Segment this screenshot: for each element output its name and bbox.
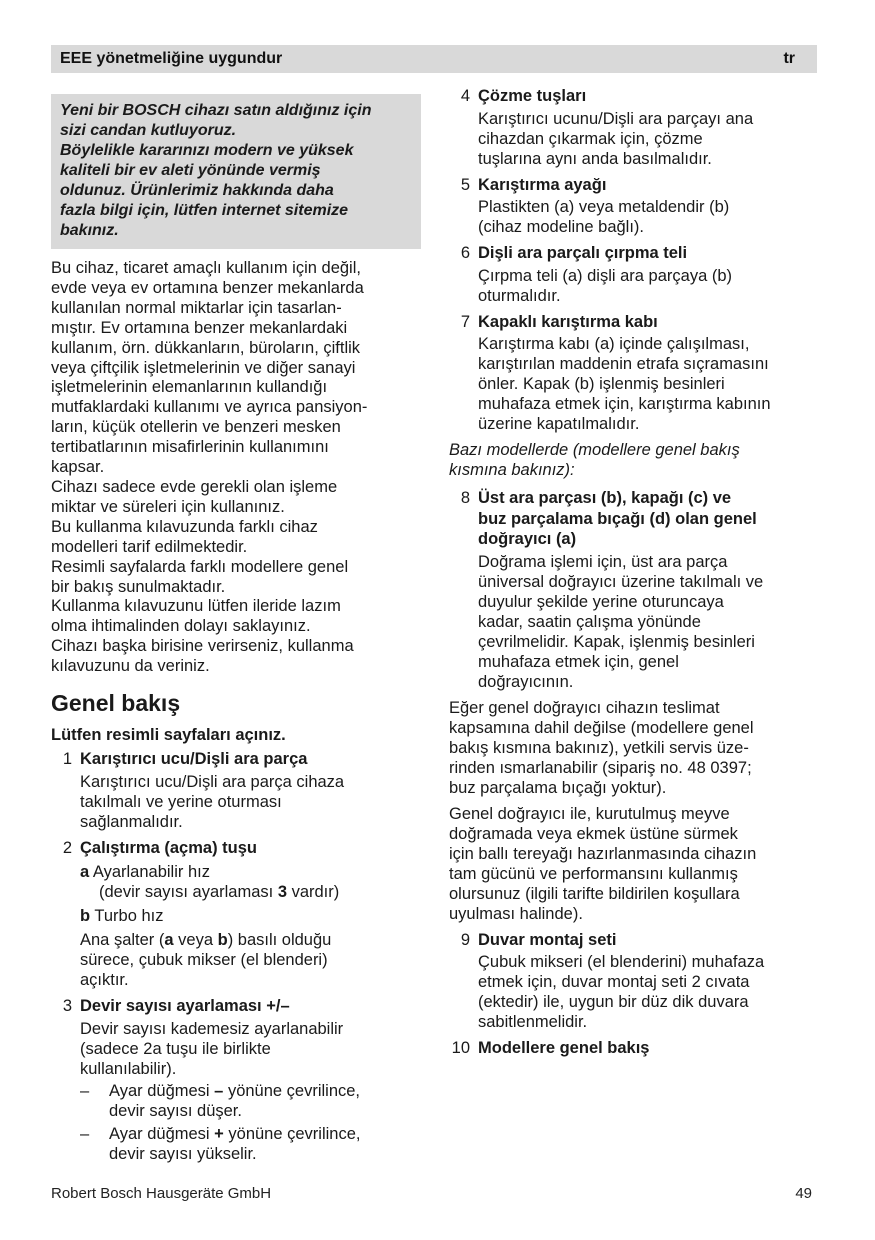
- body-line: modelleri tarif edilmektedir.: [51, 537, 248, 556]
- item-number: 9: [460, 930, 470, 949]
- item-desc-line: Karıştırıcı ucu/Dişli ara parça cihaza: [80, 772, 345, 791]
- option-a: [80, 862, 423, 882]
- body-line: evde veya ev ortamına benzer mekanlarda: [51, 278, 364, 297]
- item-desc-line: muhafaza etmek için, karıştırma kabının: [478, 395, 771, 413]
- footer-company: Robert Bosch Hausgeräte GmbH: [51, 1185, 272, 1202]
- list-item: [449, 86, 819, 169]
- item-desc-line: oturmalıdır.: [478, 286, 561, 305]
- list-item: [449, 312, 819, 435]
- body-line: miktar ve süreleri için kullanınız.: [51, 497, 285, 516]
- item-number: 7: [460, 312, 470, 331]
- right-column: [449, 86, 819, 1067]
- body-line: Cihazı başka birisine verirseniz, kullanma: [51, 637, 354, 656]
- text-bold: +: [214, 1124, 224, 1143]
- item-desc-line: doğrayıcının.: [478, 672, 574, 691]
- item-desc-line: Çırpma teli (a) dişli ara parçaya (b): [478, 266, 732, 285]
- item-desc-line: üzerine kapatılmalıdır.: [478, 415, 640, 433]
- body-line: Resimli sayfalarda farklı modellere genel: [51, 557, 349, 576]
- item-title: Çalıştırma (açma) tuşu: [80, 838, 257, 857]
- usage-paragraph: [51, 259, 423, 677]
- item-desc-line: üniversal doğrayıcı üzerine takılmalı ve: [478, 572, 764, 591]
- option-b: [80, 906, 423, 926]
- item-desc-line: kadar, saatin çalışma yönünde: [478, 612, 701, 631]
- body-line: işletmelerinin elemanlarının kullandığı: [51, 378, 328, 397]
- item-desc-line: cihazdan çıkarmak için, çözme: [478, 129, 703, 148]
- body-line: mutfaklardaki kullanımı ve ayrıca pansiyon-: [51, 398, 368, 417]
- item-number: 4: [460, 87, 470, 105]
- item-desc-line: kullanılabilir).: [80, 1059, 177, 1078]
- chopper-usage-paragraph: [449, 804, 819, 924]
- option-a-detail: [80, 882, 423, 902]
- para-line: uyulması halinde).: [449, 904, 583, 923]
- item-title: doğrayıcı (a): [478, 530, 577, 548]
- list-item: [449, 488, 819, 692]
- header-title: EEE yönetmeliğine uygundur: [60, 50, 283, 67]
- dash-bullet: –: [80, 1081, 90, 1100]
- chopper-availability-paragraph: [449, 698, 819, 798]
- intro-line: oldunuz. Ürünlerimiz hakkında daha: [60, 182, 334, 199]
- item-number: 10: [451, 1039, 470, 1057]
- item-desc-line: açıktır.: [80, 971, 129, 990]
- list-item: [51, 749, 423, 832]
- para-line: Genel doğrayıcı ile, kurutulmuş meyve: [449, 804, 730, 823]
- body-line: olma ihtimalinden dolayı saklayınız.: [51, 617, 311, 636]
- body-line: Cihazı sadece evde gerekli olan işleme: [51, 477, 338, 496]
- para-line: için ballı tereyağı hazırlanmasında cihazın: [449, 844, 757, 863]
- text-span: veya: [173, 931, 218, 950]
- intro-line: sizi candan kutluyoruz.: [60, 122, 237, 139]
- subheading: Lütfen resimli sayfaları açınız.: [51, 726, 286, 745]
- left-column: [51, 94, 423, 1173]
- para-line: kapsamına dahil değilse (modellere genel: [449, 718, 754, 737]
- para-line: doğramada veya ekmek üstüne sürmek: [449, 824, 738, 843]
- text-bold: a: [164, 931, 174, 950]
- text-bold: 3: [277, 883, 287, 902]
- text-span: ) basılı olduğu: [227, 931, 332, 950]
- item-desc-line: duyulur şekilde yerine oturuncaya: [478, 592, 724, 611]
- text-span: devir sayısı düşer.: [109, 1101, 242, 1120]
- item-title: buz parçalama bıçağı (d) olan genel: [478, 509, 757, 528]
- item-number: 6: [460, 244, 470, 262]
- item-desc-line: çevrilmelidir. Kapak, işlenmiş besinleri: [478, 632, 755, 651]
- item-number: 3: [62, 997, 72, 1016]
- item-desc-line: sürece, çubuk mikser (el blenderi): [80, 951, 328, 970]
- text-span: devir sayısı yükselir.: [109, 1144, 257, 1163]
- body-line: kullanım, örn. dükkanların, büroların, çiftlik: [51, 338, 361, 357]
- item-desc-line: karıştırılan maddenin etrafa sıçramasını: [478, 355, 769, 373]
- item-desc-line: Plastikten (a) veya metaldendir (b): [478, 198, 730, 216]
- body-line: mıştır. Ev ortamına benzer mekanlardaki: [51, 318, 348, 337]
- body-line: ların, küçük otellerin ve benzeri mesken: [51, 418, 341, 437]
- item-desc-line: Karıştırıcı ucunu/Dişli ara parçayı ana: [478, 109, 754, 128]
- item-title: Modellere genel bakış: [478, 1039, 650, 1057]
- body-line: Bu kullanma kılavuzunda farklı cihaz: [51, 517, 318, 536]
- text-span: Ayar düğmesi: [109, 1124, 215, 1143]
- list-item: [449, 175, 819, 238]
- page-number: 49: [795, 1185, 812, 1202]
- body-line: Bu cihaz, ticaret amaçlı kullanım için değil,: [51, 259, 361, 277]
- dash-list: [80, 1081, 423, 1164]
- list-item: [51, 996, 423, 1167]
- item-title: Duvar montaj seti: [478, 930, 617, 949]
- text-span: Ana şalter (: [80, 931, 165, 950]
- body-line: kılavuzunu da veriniz.: [51, 657, 210, 676]
- para-line: buz parçalama bıçağı yoktur).: [449, 778, 667, 797]
- dash-list-item: [80, 1124, 423, 1164]
- item-desc-line: Çubuk mikseri (el blenderini) muhafaza: [478, 953, 765, 971]
- section-title: Genel bakış: [51, 690, 181, 717]
- text-bold: –: [214, 1081, 224, 1100]
- option-text: Ayarlanabilir hız: [92, 863, 210, 882]
- item-title: Kapaklı karıştırma kabı: [478, 312, 658, 331]
- item-number: 2: [62, 838, 72, 857]
- intro-line: fazla bilgi için, lütfen internet sitemize: [60, 202, 349, 219]
- text-bold: b: [217, 931, 228, 950]
- item-desc-line: muhafaza etmek için, genel: [478, 652, 679, 671]
- item-desc-line: Devir sayısı kademesiz ayarlanabilir: [80, 1019, 344, 1038]
- text-span: Ayar düğmesi: [109, 1081, 215, 1100]
- intro-box: [51, 94, 421, 249]
- option-letter: b: [80, 907, 91, 926]
- text-span: yönüne çevrilince,: [223, 1124, 361, 1143]
- note-line: kısmına bakınız):: [449, 461, 575, 479]
- body-line: bir bakış sunulmaktadır.: [51, 577, 226, 596]
- item-desc-line: (cihaz modeline bağlı).: [478, 218, 644, 236]
- item-title: Üst ara parçası (b), kapağı (c) ve: [478, 489, 732, 507]
- list-item: [449, 243, 819, 306]
- item-title: Devir sayısı ayarlaması +/–: [80, 997, 290, 1016]
- intro-line: Böylelikle kararınızı modern ve yüksek: [60, 142, 354, 159]
- item-number: 1: [62, 750, 72, 769]
- text-span: yönüne çevrilince,: [223, 1081, 361, 1100]
- list-item: [449, 1038, 819, 1061]
- item-desc-line: sabitlenmelidir.: [478, 1013, 588, 1031]
- body-line: kapsar.: [51, 458, 105, 477]
- language-code: tr: [783, 50, 795, 67]
- body-line: Kullanma kılavuzunu lütfen ileride lazım: [51, 597, 341, 616]
- item-title: Karıştırıcı ucu/Dişli ara parça: [80, 750, 308, 769]
- item-desc-line: Karıştırma kabı (a) içinde çalışılması,: [478, 335, 750, 353]
- item-number: 8: [460, 489, 470, 507]
- body-line: veya çiftçilik işletmelerinin ve diğer sanayi: [51, 358, 356, 377]
- list-item: [51, 838, 423, 991]
- item-number: 5: [460, 175, 470, 194]
- list-item: [449, 930, 819, 1033]
- body-line: tertibatlarının misafirlerinin kullanımını: [51, 438, 329, 457]
- dash-bullet: –: [80, 1124, 90, 1143]
- dash-list-item: [80, 1081, 423, 1121]
- body-line: kullanılan normal miktarlar için tasarlan-: [51, 298, 342, 317]
- item-desc-line: önler. Kapak (b) işlenmiş besinleri: [478, 375, 725, 393]
- main-switch-line: [80, 930, 423, 950]
- option-letter: a: [80, 863, 90, 882]
- item-desc-line: (sadece 2a tuşu ile birlikte: [80, 1039, 271, 1058]
- item-title: Karıştırma ayağı: [478, 175, 607, 194]
- para-line: rinden ısmarlanabilir (sipariş no. 48 0397;: [449, 758, 752, 777]
- item-title: Çözme tuşları: [478, 87, 587, 105]
- item-desc-line: takılmalı ve yerine oturması: [80, 792, 282, 811]
- option-text: Turbo hız: [94, 907, 164, 926]
- text-span: vardır): [287, 883, 340, 902]
- note-line: Bazı modellerde (modellere genel bakış: [449, 441, 740, 459]
- text-span: (devir sayısı ayarlaması: [99, 883, 278, 902]
- para-line: tam gücünü ve performansını kullanmış: [449, 864, 738, 883]
- item-desc-line: sağlanmalıdır.: [80, 812, 183, 831]
- item-desc-line: (ektedir) ile, uygun bir düz dik duvara: [478, 993, 749, 1011]
- models-note: [449, 440, 819, 480]
- item-desc-line: Doğrama işlemi için, üst ara parça: [478, 552, 728, 571]
- intro-line: kaliteli bir ev aleti yönünde vermiş: [60, 162, 321, 179]
- para-line: Eğer genel doğrayıcı cihazın teslimat: [449, 698, 720, 717]
- page-header: [51, 45, 817, 73]
- intro-line: Yeni bir BOSCH cihazı satın aldığınız için: [60, 102, 372, 119]
- para-line: olursunuz (ilgili tarifte bildirilen koşullara: [449, 884, 740, 903]
- item-desc-line: tuşlarına aynı anda basılmalıdır.: [478, 149, 712, 168]
- intro-line: bakınız.: [60, 222, 119, 239]
- para-line: bakış kısmına bakınız), yetkili servis üze-: [449, 738, 749, 757]
- item-desc-line: etmek için, duvar montaj seti 2 cıvata: [478, 973, 750, 991]
- item-title: Dişli ara parçalı çırpma teli: [478, 244, 688, 262]
